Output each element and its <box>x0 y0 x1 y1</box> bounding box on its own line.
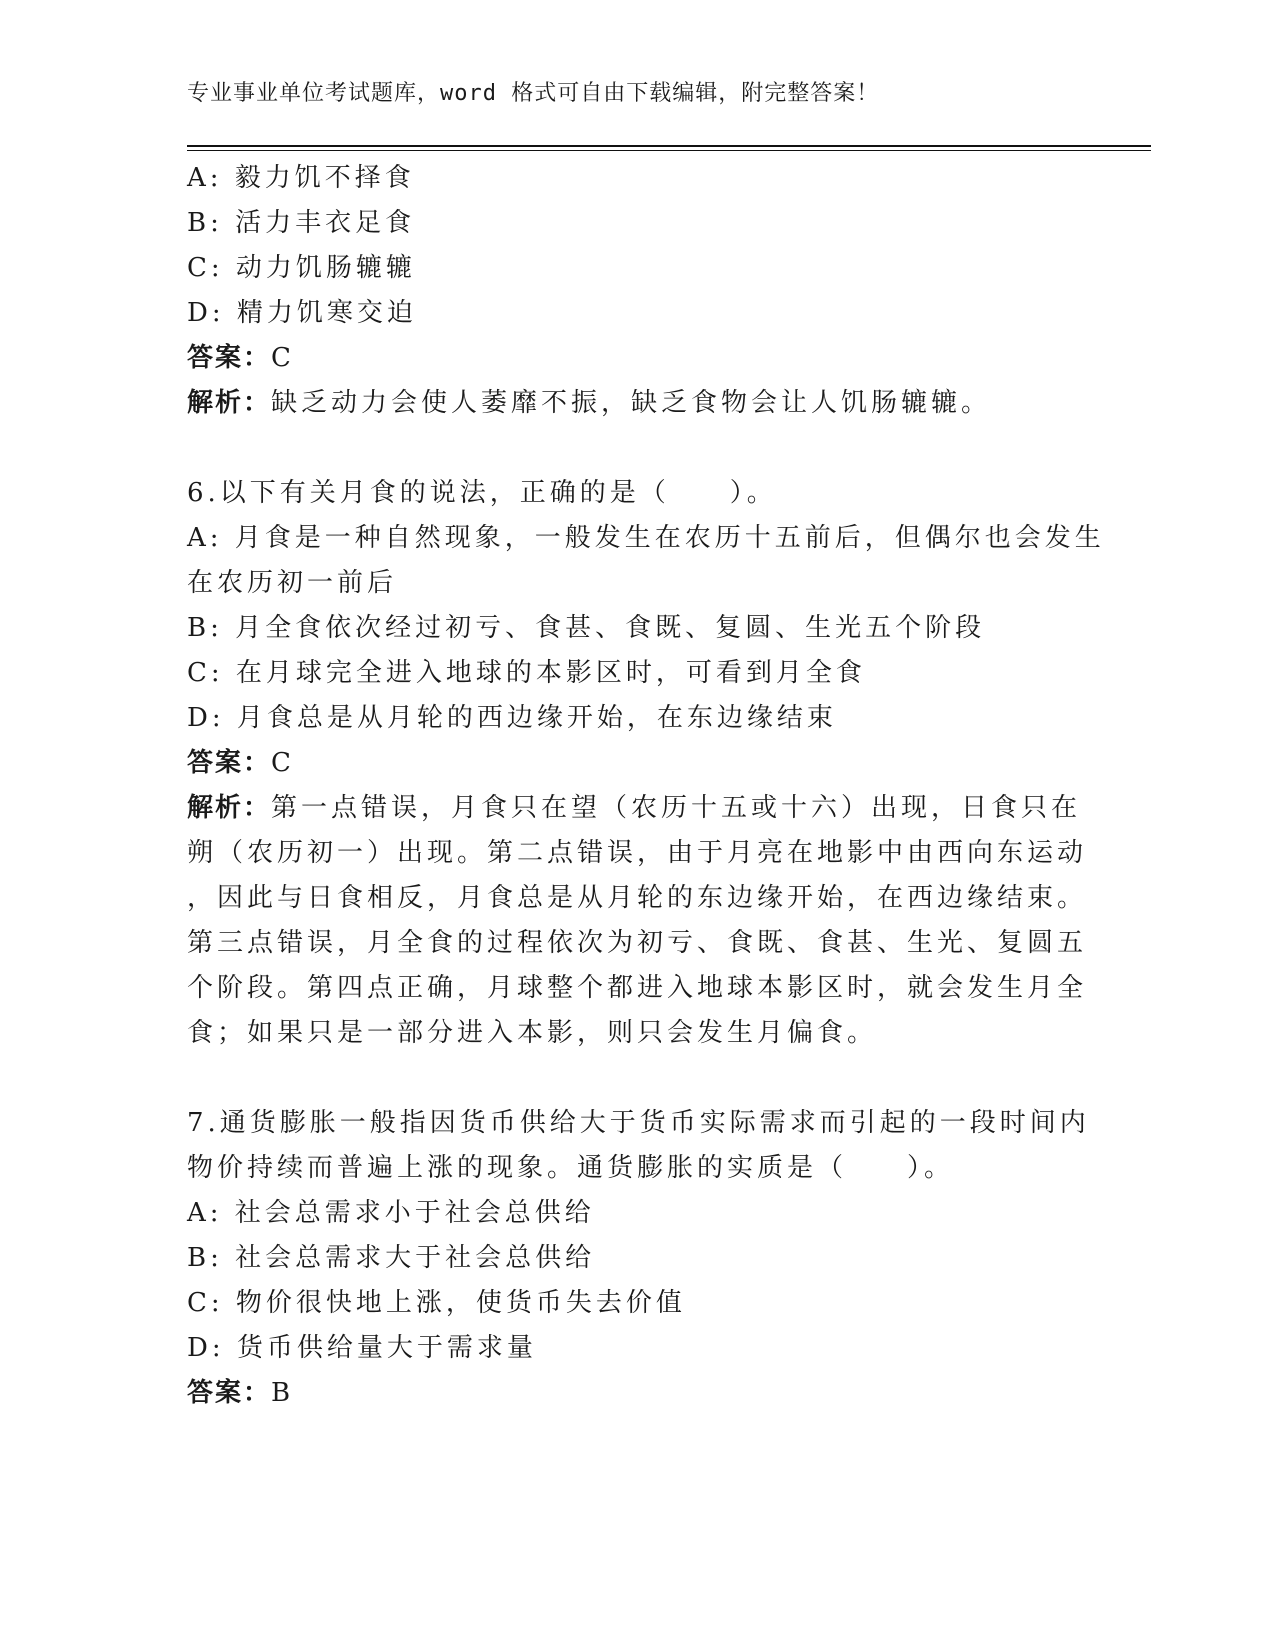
answer-label: 答案： <box>187 1378 272 1408</box>
q6-analysis-line: 第三点错误，月全食的过程依次为初亏、食既、食甚、生光、复圆五 <box>187 928 1088 958</box>
q6-option-a: A: 月食是一种自然现象，一般发生在农历十五前后，但偶尔也会发生 <box>187 523 1105 553</box>
q5-analysis <box>187 381 1087 426</box>
q6-answer <box>187 741 1087 786</box>
q6-analysis <box>187 786 1087 831</box>
q7-answer <box>187 1371 1087 1416</box>
q6-option-c: C: 在月球完全进入地球的本影区时，可看到月全食 <box>187 658 866 688</box>
q5-option-b: B: 活力丰衣足食 <box>187 208 416 238</box>
q5-option-a: A: 毅力饥不择食 <box>187 163 415 193</box>
q7-option-c: C: 物价很快地上涨，使货币失去价值 <box>187 1288 686 1318</box>
q7-question: 7.通货膨胀一般指因货币供给大于货币实际需求而引起的一段时间内 <box>187 1108 1090 1138</box>
q6-analysis-line: ，因此与日食相反，月食总是从月轮的东边缘开始，在西边缘结束。 <box>187 883 1088 913</box>
header-rule-thin <box>187 150 1151 151</box>
q7-option-d: D: 货币供给量大于需求量 <box>187 1333 537 1363</box>
q7-option-b: B: 社会总需求大于社会总供给 <box>187 1243 596 1273</box>
q6-question: 6.以下有关月食的说法，正确的是（ ）。 <box>187 478 777 508</box>
answer-value: B <box>271 1378 295 1408</box>
analysis-text: 缺乏动力会使人萎靡不振，缺乏食物会让人饥肠辘辘。 <box>271 388 992 418</box>
answer-label: 答案： <box>187 343 272 373</box>
answer-value: C <box>271 748 295 778</box>
q6-option-a-cont: 在农历初一前后 <box>187 568 398 598</box>
answer-value: C <box>271 343 295 373</box>
q6-option-b: B: 月全食依次经过初亏、食甚、食既、复圆、生光五个阶段 <box>187 613 986 643</box>
q6-analysis-line: 食；如果只是一部分进入本影，则只会发生月偏食。 <box>187 1018 878 1048</box>
page-header: 专业事业单位考试题库，word 格式可自由下载编辑，附完整答案！ <box>187 81 880 106</box>
q7-option-a: A: 社会总需求小于社会总供给 <box>187 1198 595 1228</box>
analysis-text: 第一点错误，月食只在望（农历十五或十六）出现，日食只在 <box>271 793 1082 823</box>
q7-question-cont: 物价持续而普遍上涨的现象。通货膨胀的实质是（ ）。 <box>187 1153 955 1183</box>
q6-option-d: D: 月食总是从月轮的西边缘开始，在东边缘结束 <box>187 703 837 733</box>
q6-analysis-line: 朔（农历初一）出现。第二点错误，由于月亮在地影中由西向东运动 <box>187 838 1088 868</box>
q6-analysis-line: 个阶段。第四点正确，月球整个都进入地球本影区时，就会发生月全 <box>187 973 1088 1003</box>
document-body <box>187 156 1105 1416</box>
q5-option-d: D: 精力饥寒交迫 <box>187 298 417 328</box>
header-rule <box>187 145 1151 147</box>
analysis-label: 解析： <box>187 388 272 418</box>
q5-answer <box>187 336 1087 381</box>
q5-option-c: C: 动力饥肠辘辘 <box>187 253 416 283</box>
analysis-label: 解析： <box>187 793 272 823</box>
answer-label: 答案： <box>187 748 272 778</box>
